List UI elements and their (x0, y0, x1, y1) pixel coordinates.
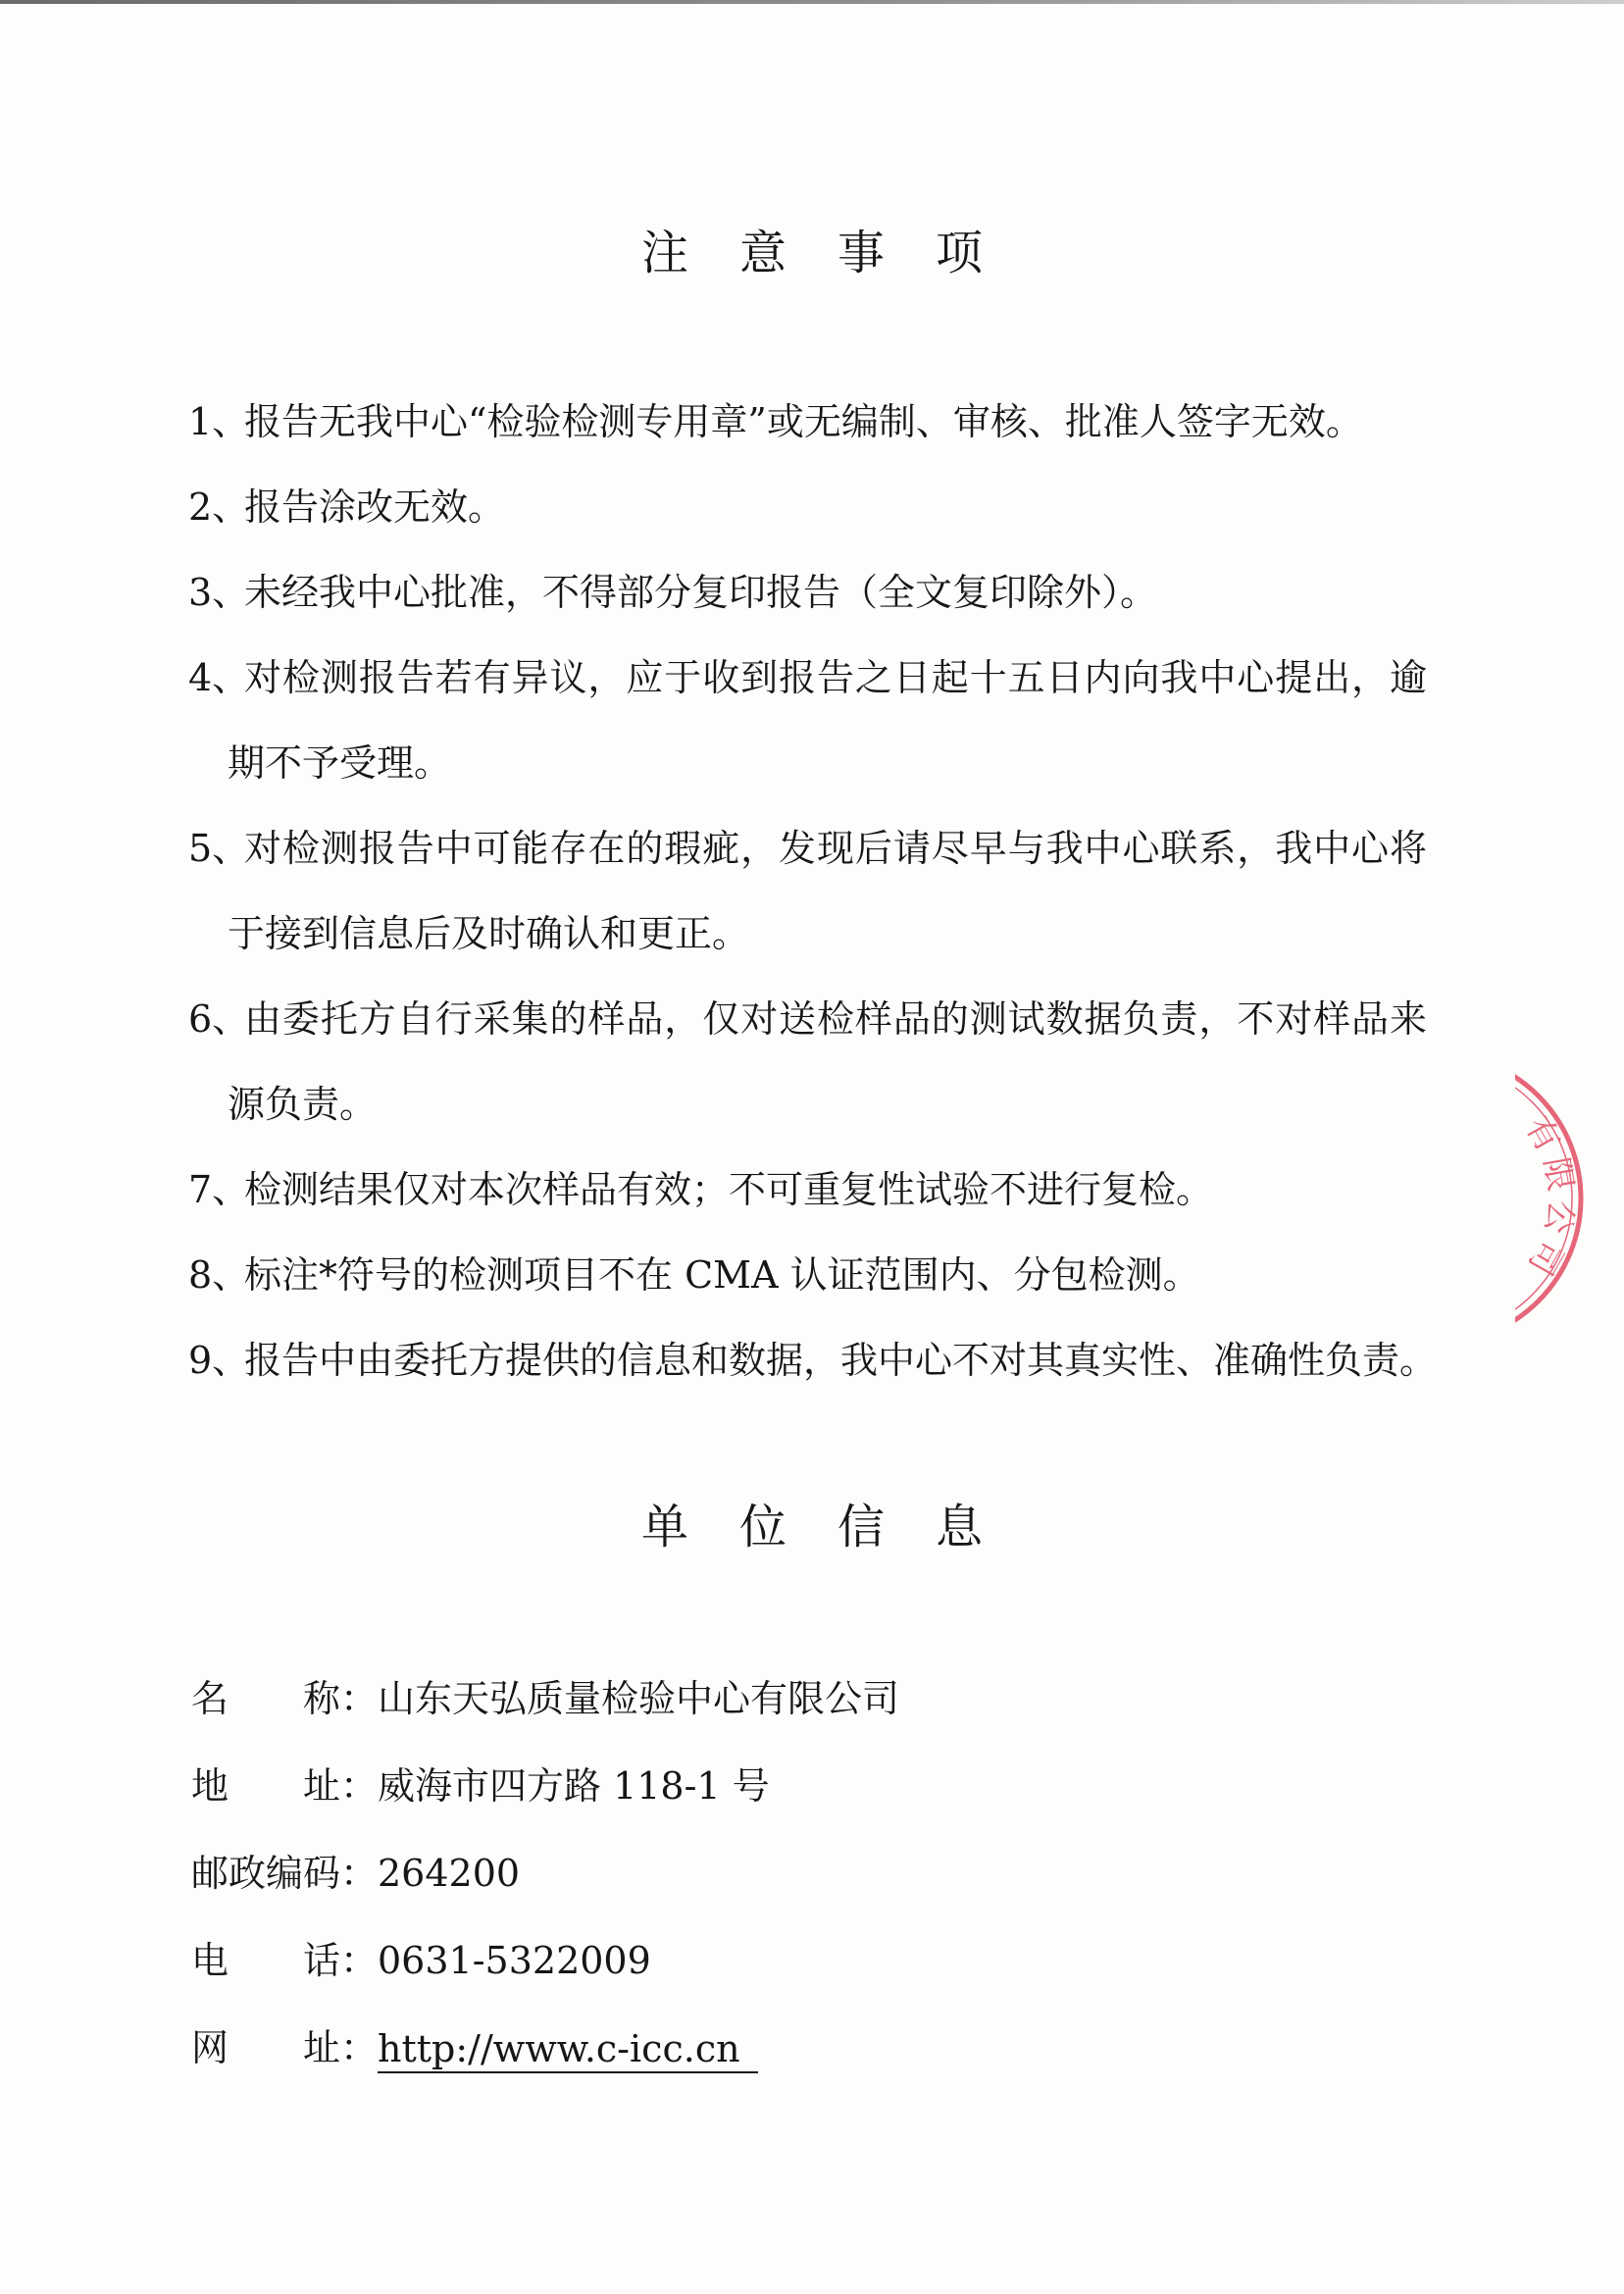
notice-item-9 (188, 1318, 1438, 1403)
notice-item-text: 对检测报告若有异议，应于收到报告之日起十五日内向我中心提出，逾 (244, 656, 1427, 699)
info-row-address (191, 1743, 1270, 1830)
info-separator: ： (340, 2026, 379, 2069)
notice-item-2 (188, 465, 1427, 550)
notice-title: 注意事项 (640, 226, 1034, 280)
notice-item-text: 期不予受理。 (228, 741, 452, 785)
info-row-phone (191, 1917, 1270, 2005)
company-address: 威海市四方路 118-1 号 (378, 1764, 770, 1808)
notice-item-6 (188, 977, 1427, 1062)
info-row-website (191, 2005, 1270, 2092)
unit-info-title: 单位信息 (640, 1500, 1034, 1555)
notice-item-5 (188, 806, 1427, 892)
info-separator: ： (340, 1677, 379, 1720)
info-separator: ： (340, 1852, 379, 1895)
notice-item-text: 由委托方自行采集的样品，仅对送检样品的测试数据负责，不对样品来 (244, 997, 1427, 1041)
seal-text-path: 有限公司 (1517, 1109, 1582, 1288)
notice-item-6-continuation (188, 1062, 1427, 1147)
notice-item-number: 7、 (188, 1168, 250, 1211)
notice-item-5-continuation (188, 892, 1427, 977)
notice-item-text: 未经我中心批准，不得部分复印报告（全文复印除外）。 (244, 571, 1158, 614)
notice-item-number: 5、 (188, 827, 250, 870)
seal-stamp (1515, 1059, 1624, 1344)
notice-item-text: 源负责。 (228, 1083, 378, 1126)
notice-item-text: 报告中由委托方提供的信息和数据，我中心不对其真实性、准确性负责。 (244, 1339, 1438, 1382)
notice-item-number: 6、 (188, 997, 250, 1041)
notice-item-number: 4、 (188, 656, 250, 699)
notice-item-7 (188, 1147, 1427, 1233)
info-separator: ： (340, 1764, 379, 1808)
notice-item-4 (188, 636, 1427, 721)
notice-item-number: 9、 (188, 1339, 250, 1382)
info-label: 地址 (191, 1764, 340, 1808)
notice-item-text: 检测结果仅对本次样品有效；不可重复性试验不进行复检。 (244, 1168, 1214, 1211)
phone-number: 0631-5322009 (378, 1939, 651, 1982)
notice-item-1 (188, 380, 1427, 465)
notice-item-text: 对检测报告中可能存在的瑕疵，发现后请尽早与我中心联系，我中心将 (244, 827, 1427, 870)
info-label: 邮政编码 (191, 1852, 341, 1895)
notice-item-number: 2、 (188, 485, 250, 529)
postal-code: 264200 (378, 1852, 521, 1895)
info-row-name (191, 1656, 1270, 1743)
info-label: 电话 (191, 1939, 340, 1982)
notice-item-number: 3、 (188, 571, 250, 614)
notice-item-8 (188, 1233, 1427, 1318)
notice-item-number: 8、 (188, 1253, 250, 1297)
notice-item-4-continuation (188, 721, 1427, 806)
notice-item-text: 报告无我中心“检验检测专用章”或无编制、审核、批准人签字无效。 (244, 400, 1363, 443)
notice-item-text: 报告涂改无效。 (244, 485, 506, 529)
notice-list (188, 380, 1438, 1403)
info-row-postcode (191, 1830, 1270, 1917)
notice-item-text: 于接到信息后及时确认和更正。 (228, 912, 750, 955)
notice-item-number: 1、 (188, 400, 250, 443)
info-separator: ： (340, 1939, 379, 1982)
notice-item-text: 标注*符号的检测项目不在 CMA 认证范围内、分包检测。 (244, 1253, 1200, 1297)
info-label: 网址 (191, 2026, 340, 2069)
unit-info-list (191, 1656, 1270, 2092)
notice-item-3 (188, 550, 1427, 636)
info-label: 名称 (191, 1677, 340, 1720)
scan-edge-line (0, 0, 1624, 4)
company-name: 山东天弘质量检验中心有限公司 (378, 1677, 900, 1720)
website-url: http://www.c-icc.cn (378, 2028, 758, 2073)
